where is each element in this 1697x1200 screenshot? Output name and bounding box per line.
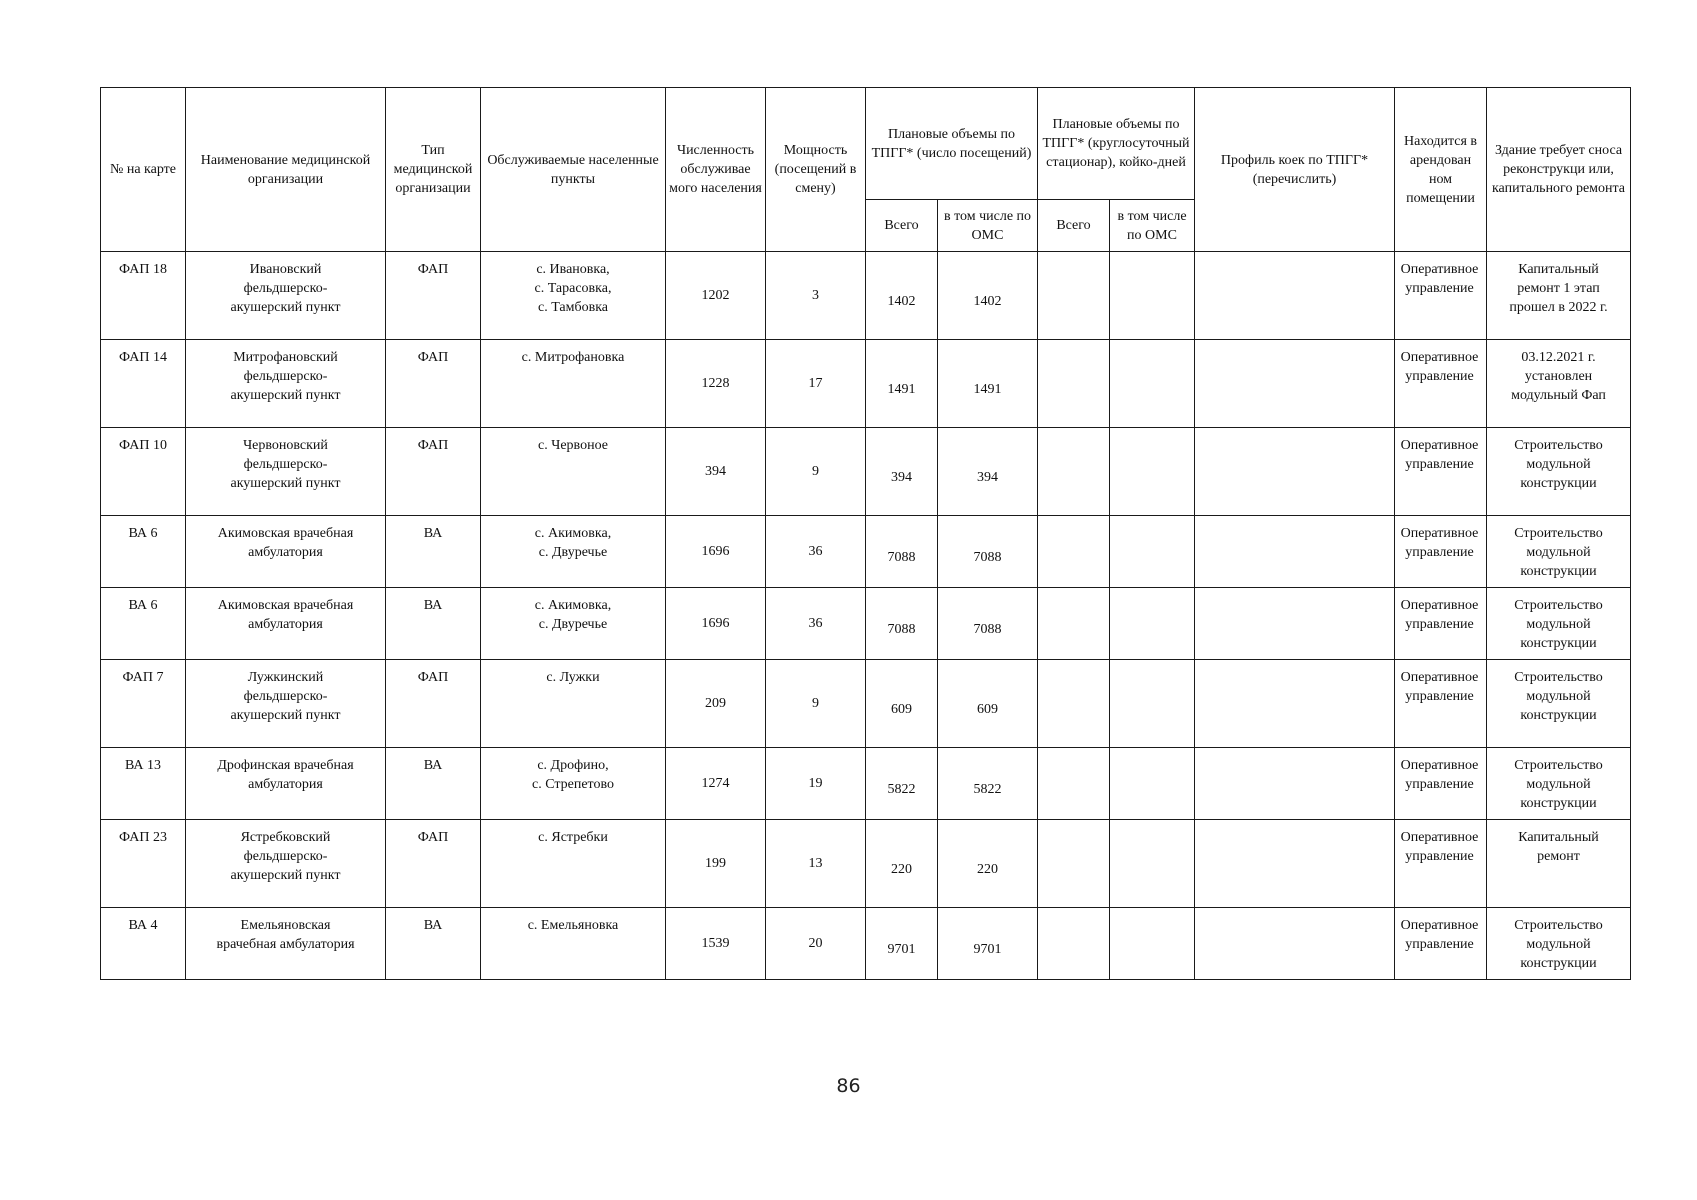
cell-visits-oms: 9701: [938, 908, 1038, 980]
cell-bed-profile: [1195, 660, 1395, 748]
table-row: [101, 748, 1631, 820]
cell-beds-oms: [1110, 660, 1195, 748]
cell-bed-profile: [1195, 252, 1395, 340]
page-number: 86: [836, 1075, 861, 1097]
cell-visits-oms: 220: [938, 820, 1038, 908]
cell-building: Строительство модульной конструкции: [1487, 660, 1631, 748]
cell-org-type: ФАП: [386, 820, 481, 908]
cell-building: Строительство модульной конструкции: [1487, 908, 1631, 980]
cell-map-no: ВА 4: [101, 908, 186, 980]
table-row: [101, 516, 1631, 588]
table-row: [101, 252, 1631, 340]
header-population: Численность обслуживае мого населения: [666, 88, 766, 252]
cell-org-name: Червоновский фельдшерско- акушерский пункт: [186, 428, 386, 516]
header-capacity: Мощность (посещений в смену): [766, 88, 866, 252]
cell-premises: Оперативное управление: [1395, 820, 1487, 908]
cell-premises: Оперативное управление: [1395, 516, 1487, 588]
cell-settlements: с. Червоное: [481, 428, 666, 516]
cell-capacity: 20: [766, 908, 866, 980]
header-settlements: Обслуживаемые населенные пункты: [481, 88, 666, 252]
cell-org-name: Дрофинская врачебная амбулатория: [186, 748, 386, 820]
cell-visits-total: 1491: [866, 340, 938, 428]
cell-capacity: 9: [766, 660, 866, 748]
cell-beds-total: [1038, 428, 1110, 516]
cell-premises: Оперативное управление: [1395, 588, 1487, 660]
cell-settlements: с. Лужки: [481, 660, 666, 748]
cell-building: Строительство модульной конструкции: [1487, 516, 1631, 588]
cell-bed-profile: [1195, 428, 1395, 516]
cell-org-type: ВА: [386, 748, 481, 820]
cell-visits-total: 1402: [866, 252, 938, 340]
cell-map-no: ФАП 23: [101, 820, 186, 908]
cell-beds-total: [1038, 820, 1110, 908]
cell-beds-oms: [1110, 428, 1195, 516]
table-body: [101, 252, 1631, 980]
header-bed-profile: Профиль коек по ТПГГ* (перечислить): [1195, 88, 1395, 252]
table-row: [101, 820, 1631, 908]
cell-map-no: ФАП 14: [101, 340, 186, 428]
header-beds-group: Плановые объемы по ТПГГ* (круглосуточный стационар), койко-дней: [1038, 88, 1195, 200]
cell-settlements: с. Митрофановка: [481, 340, 666, 428]
cell-visits-total: 7088: [866, 516, 938, 588]
cell-building: Капитальный ремонт 1 этап прошел в 2022 г.: [1487, 252, 1631, 340]
table-row: [101, 428, 1631, 516]
cell-population: 1539: [666, 908, 766, 980]
cell-building: Строительство модульной конструкции: [1487, 428, 1631, 516]
cell-beds-oms: [1110, 516, 1195, 588]
header-repair: Здание требует сноса реконструкци или, капитального ремонта: [1487, 88, 1631, 252]
cell-map-no: ФАП 18: [101, 252, 186, 340]
table-row: [101, 588, 1631, 660]
cell-settlements: с. Емельяновка: [481, 908, 666, 980]
cell-org-type: ВА: [386, 516, 481, 588]
cell-premises: Оперативное управление: [1395, 428, 1487, 516]
header-rented: Находится в арендован ном помещении: [1395, 88, 1487, 252]
cell-premises: Оперативное управление: [1395, 748, 1487, 820]
cell-visits-oms: 394: [938, 428, 1038, 516]
cell-org-name: Акимовская врачебная амбулатория: [186, 588, 386, 660]
cell-beds-total: [1038, 588, 1110, 660]
cell-visits-oms: 7088: [938, 516, 1038, 588]
cell-population: 1228: [666, 340, 766, 428]
cell-settlements: с. Ивановка, с. Тарасовка, с. Тамбовка: [481, 252, 666, 340]
cell-settlements: с. Акимовка, с. Двуречье: [481, 516, 666, 588]
cell-org-name: Емельяновская врачебная амбулатория: [186, 908, 386, 980]
cell-visits-total: 394: [866, 428, 938, 516]
cell-org-type: ФАП: [386, 340, 481, 428]
cell-beds-oms: [1110, 588, 1195, 660]
cell-org-name: Ивановский фельдшерско- акушерский пункт: [186, 252, 386, 340]
table-row: [101, 908, 1631, 980]
cell-beds-total: [1038, 748, 1110, 820]
cell-bed-profile: [1195, 748, 1395, 820]
cell-premises: Оперативное управление: [1395, 340, 1487, 428]
header-visits-total: Всего: [866, 200, 938, 252]
cell-capacity: 9: [766, 428, 866, 516]
cell-population: 1274: [666, 748, 766, 820]
cell-visits-oms: 1402: [938, 252, 1038, 340]
cell-visits-total: 7088: [866, 588, 938, 660]
cell-premises: Оперативное управление: [1395, 908, 1487, 980]
table-row: [101, 660, 1631, 748]
header-org-type: Тип медицинской организации: [386, 88, 481, 252]
cell-visits-total: 9701: [866, 908, 938, 980]
cell-beds-total: [1038, 340, 1110, 428]
cell-beds-oms: [1110, 908, 1195, 980]
cell-visits-oms: 1491: [938, 340, 1038, 428]
cell-map-no: ВА 6: [101, 588, 186, 660]
cell-map-no: ВА 6: [101, 516, 186, 588]
cell-org-name: Митрофановский фельдшерско- акушерский пункт: [186, 340, 386, 428]
cell-premises: Оперативное управление: [1395, 660, 1487, 748]
cell-visits-oms: 7088: [938, 588, 1038, 660]
table-header: [101, 88, 1631, 252]
cell-population: 199: [666, 820, 766, 908]
cell-bed-profile: [1195, 516, 1395, 588]
cell-org-type: ВА: [386, 908, 481, 980]
cell-map-no: ФАП 7: [101, 660, 186, 748]
cell-bed-profile: [1195, 340, 1395, 428]
cell-settlements: с. Дрофино, с. Стрепетово: [481, 748, 666, 820]
cell-beds-total: [1038, 660, 1110, 748]
cell-building: Строительство модульной конструкции: [1487, 748, 1631, 820]
cell-population: 1202: [666, 252, 766, 340]
cell-org-name: Ястребковский фельдшерско- акушерский пункт: [186, 820, 386, 908]
cell-map-no: ФАП 10: [101, 428, 186, 516]
cell-bed-profile: [1195, 588, 1395, 660]
cell-visits-total: 220: [866, 820, 938, 908]
cell-beds-oms: [1110, 340, 1195, 428]
header-visits-oms: в том числе по ОМС: [938, 200, 1038, 252]
cell-building: Капитальный ремонт: [1487, 820, 1631, 908]
cell-visits-oms: 5822: [938, 748, 1038, 820]
cell-building: 03.12.2021 г. установлен модульный Фап: [1487, 340, 1631, 428]
cell-visits-total: 609: [866, 660, 938, 748]
cell-org-name: Лужкинский фельдшерско- акушерский пункт: [186, 660, 386, 748]
cell-capacity: 19: [766, 748, 866, 820]
header-map-no: № на карте: [101, 88, 186, 252]
cell-premises: Оперативное управление: [1395, 252, 1487, 340]
cell-bed-profile: [1195, 908, 1395, 980]
cell-map-no: ВА 13: [101, 748, 186, 820]
cell-capacity: 13: [766, 820, 866, 908]
cell-building: Строительство модульной конструкции: [1487, 588, 1631, 660]
cell-population: 209: [666, 660, 766, 748]
cell-settlements: с. Акимовка, с. Двуречье: [481, 588, 666, 660]
cell-beds-total: [1038, 908, 1110, 980]
cell-org-type: ФАП: [386, 252, 481, 340]
cell-capacity: 36: [766, 516, 866, 588]
cell-org-type: ФАП: [386, 660, 481, 748]
header-beds-oms: в том числе по ОМС: [1110, 200, 1195, 252]
cell-population: 394: [666, 428, 766, 516]
cell-org-name: Акимовская врачебная амбулатория: [186, 516, 386, 588]
cell-org-type: ВА: [386, 588, 481, 660]
cell-population: 1696: [666, 516, 766, 588]
cell-beds-oms: [1110, 252, 1195, 340]
cell-beds-total: [1038, 516, 1110, 588]
cell-visits-oms: 609: [938, 660, 1038, 748]
header-beds-total: Всего: [1038, 200, 1110, 252]
header-org-name: Наименование медицинской организации: [186, 88, 386, 252]
medical-organizations-table: [100, 87, 1631, 980]
cell-beds-oms: [1110, 820, 1195, 908]
table-row: [101, 340, 1631, 428]
cell-bed-profile: [1195, 820, 1395, 908]
cell-visits-total: 5822: [866, 748, 938, 820]
cell-settlements: с. Ястребки: [481, 820, 666, 908]
cell-org-type: ФАП: [386, 428, 481, 516]
header-visits-group: Плановые объемы по ТПГГ* (число посещений): [866, 88, 1038, 200]
cell-capacity: 36: [766, 588, 866, 660]
cell-beds-oms: [1110, 748, 1195, 820]
cell-capacity: 3: [766, 252, 866, 340]
cell-population: 1696: [666, 588, 766, 660]
cell-beds-total: [1038, 252, 1110, 340]
cell-capacity: 17: [766, 340, 866, 428]
